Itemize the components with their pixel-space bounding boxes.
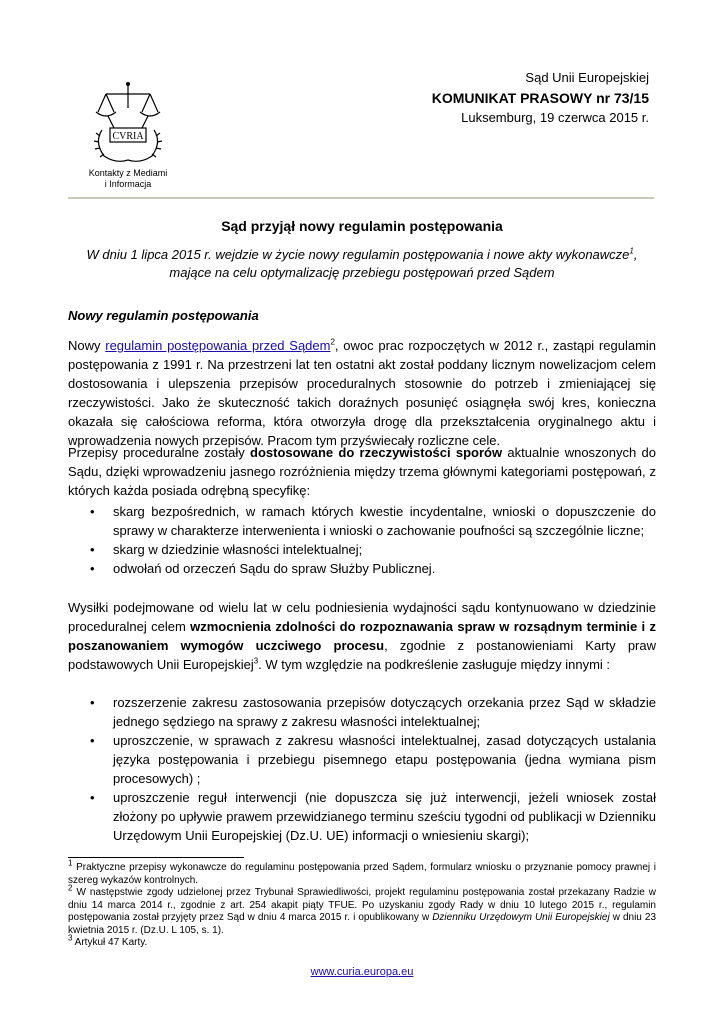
list-item	[68, 693, 656, 731]
logo-caption	[70, 168, 186, 190]
para2-rest: aktualnie wnoszonych do Sądu, dzięki wprowadzeniu jasnego rozróżnienia między trzema głównymi kategoriami postępowań, z których każda posiada odrębną specyfikę:	[68, 445, 656, 498]
para2-start: Przepisy proceduralne zostały	[68, 445, 251, 460]
list-item	[68, 559, 656, 578]
footnote-text: Artykuł 47 Karty.	[72, 937, 148, 948]
press-release-header	[432, 68, 649, 128]
list-item-text: rozszerzenie zakresu zastosowania przepisów dotyczących orzekania przez Sąd w składzie jednego sędziego na sprawy z zakresu własności intelektualnej;	[113, 695, 656, 729]
para3-rest: . W tym względzie na podkreślenie zasługuje między innymi :	[258, 657, 611, 672]
footnote-number: 2	[68, 883, 73, 893]
footnote-text: W następstwie zgody udzielonej przez Trybunał Sprawiedliwości, projekt regulaminu postępowania został przekazany Radzie w dniu 14 marca 2014 r., zgodnie z art. 254 akapit piąty TFUE. Po uzyskaniu zgody Rady w dniu 10 lutego 2015 r., regulamin postępowania został przyjęty przez Sąd w dniu 4 marca 2015 r. i opublikowany w	[68, 887, 656, 923]
paragraph-1	[68, 336, 656, 450]
list-item-text: skarg w dziedzinie własności intelektualnej;	[113, 542, 363, 557]
paragraph-2	[68, 443, 656, 500]
footnote-number: 3	[68, 933, 73, 943]
footer-url-container	[0, 966, 724, 978]
intro-line1-end: ,	[633, 247, 638, 262]
list-item	[68, 731, 656, 788]
place-date: Luksemburg, 19 czerwca 2015 r.	[461, 110, 649, 125]
list-item	[68, 502, 656, 540]
curia-website-link[interactable]: www.curia.europa.eu	[310, 966, 414, 978]
para1-start: Nowy	[68, 338, 106, 353]
footnote-text: w dniu 23 kwietnia 2015 r. (Dz.U. L 105, s. 1).	[68, 912, 657, 936]
case-categories-list	[68, 502, 656, 578]
para3-mid: , zgodnie z postanowieniami Karty praw podstawowych Unii Europejskiej	[68, 638, 656, 672]
para2-bold: dostosowane do rzeczywistości sporów	[250, 445, 503, 460]
paragraph-3	[68, 598, 656, 674]
footnote-italic: Dzienniku Urzędowym Unii Europejskiej	[432, 912, 610, 923]
para3-bold: wzmocnienia zdolności do rozpoznawania spraw w rozsądnym terminie i z poszanowaniem wymogów uczciwego procesu	[68, 619, 656, 653]
header-divider	[68, 197, 654, 199]
bullet-icon: •	[90, 790, 95, 805]
bullet-icon: •	[90, 542, 95, 557]
court-emblem-logo	[86, 78, 170, 166]
intro-line1: W dniu 1 lipca 2015 r. wejdzie w życie nowy regulamin postępowania i nowe akty wykonawcze	[86, 247, 630, 262]
footnote-ref-1[interactable]: 1	[629, 246, 634, 256]
intro-summary	[68, 246, 656, 282]
para3-start: Wysiłki podejmowane od wielu lat w celu podniesienia wydajności sądu kontynuowano w dziedzinie proceduralnej celem	[68, 600, 656, 634]
logo-caption-line1: Kontakty z Mediami	[88, 168, 168, 178]
logo-caption-line2: i Informacja	[104, 179, 152, 189]
footnote-number: 1	[68, 858, 73, 868]
list-item	[68, 788, 656, 845]
footnote-2	[68, 883, 657, 937]
list-item-text: uproszczenie, w sprawach z zakresu własności intelektualnej, zasad dotyczących ustalania języka postępowania i przebiegu pisemnego etapu postępowania (jedna wymiana pism procesowych) ;	[113, 733, 656, 786]
list-item-text: uproszczenie reguł interwencji (nie dopuszcza się już interwencji, jeżeli wniosek został złożony po upływie prawem przewidzianego terminu sześciu tygodni od publikacji w Dzienniku Urzędowym Unii Europejskiej (Dz.U. UE) informacji o wniesieniu skargi);	[113, 790, 656, 843]
bullet-icon: •	[90, 561, 95, 576]
list-item	[68, 540, 656, 559]
list-item-text: odwołań od orzeczeń Sądu do spraw Służby Publicznej.	[113, 561, 436, 576]
footnote-3	[68, 933, 656, 950]
footnote-ref-3[interactable]: 3	[253, 656, 259, 666]
institution-name: Sąd Unii Europejskiej	[525, 70, 649, 85]
intro-line2: mające na celu optymalizację przebiegu postępowań przed Sądem	[169, 265, 555, 280]
bullet-icon: •	[90, 733, 95, 748]
section-heading: Nowy regulamin postępowania	[68, 308, 259, 323]
para1-rest: , owoc prac rozpoczętych w 2012 r., zastąpi regulamin postępowania z 1991 r. Na przestrzeni lat ten ostatni akt został poddany licznym nowelizacjom celem dostosowania i ulepszenia przepisów proceduralnych stosownie do potrzeb i zmieniającej się rzeczywistości. Jako że skuteczność takich doraźnych posunięć osiągnęła swój kres, konieczna okazała się całościowa reforma, która otworzyła drogę dla przekształcenia oryginalnego aktu i wprowadzenia nowych przepisów. Pracom tym przyświecały rozliczne cele.	[68, 338, 657, 448]
footnotes	[68, 858, 657, 950]
improvements-list	[68, 693, 656, 845]
footnote-ref-2[interactable]: 2	[330, 337, 335, 347]
press-release-title: Sąd przyjął nowy regulamin postępowania	[221, 218, 503, 234]
footnote-text: Praktyczne przepisy wykonawcze do regulaminu postępowania przed Sądem, formularz wniosku o przyznanie pomocy prawnej i szereg wykazów kontrolnych.	[68, 862, 656, 886]
logo-text: CVRIA	[112, 131, 144, 142]
bullet-icon: •	[90, 504, 95, 519]
bullet-icon: •	[90, 695, 95, 710]
release-number: KOMUNIKAT PRASOWY nr 73/15	[431, 90, 649, 106]
rules-of-procedure-link[interactable]: regulamin postępowania przed Sądem	[105, 338, 331, 353]
footnote-1	[68, 858, 656, 887]
list-item-text: skarg bezpośrednich, w ramach których kwestie incydentalne, wnioski o dopuszczenie do sprawy w charakterze interwenienta i wnioski o zachowanie poufności są szczególnie liczne;	[113, 504, 656, 538]
footnote-divider	[68, 857, 244, 858]
